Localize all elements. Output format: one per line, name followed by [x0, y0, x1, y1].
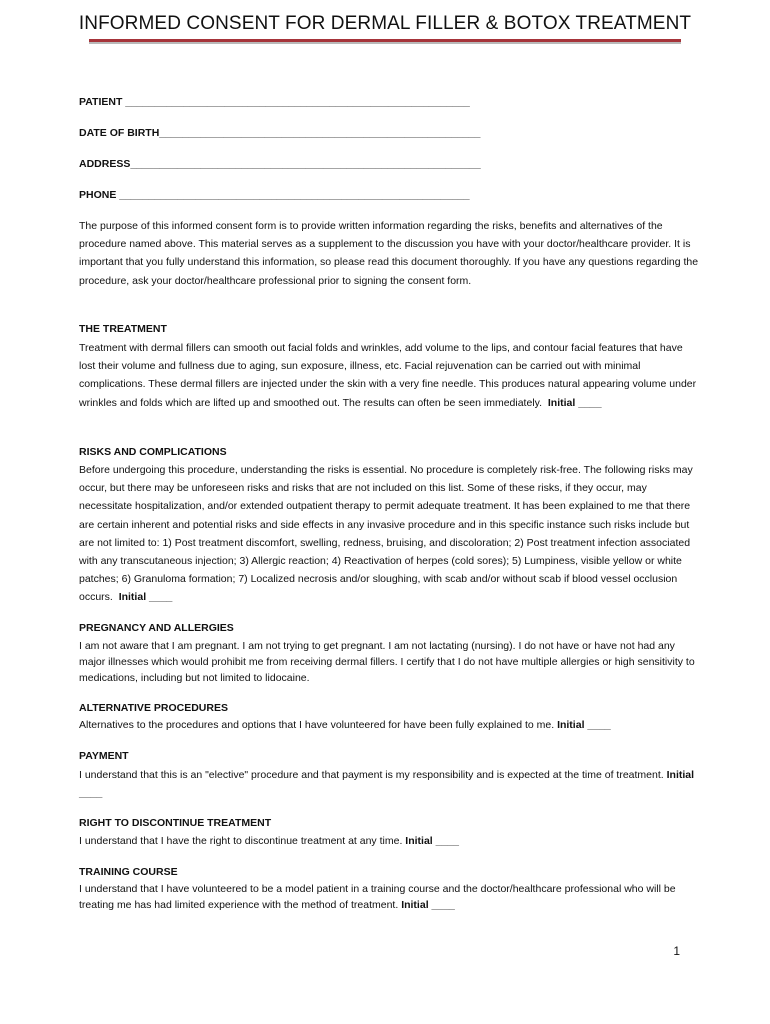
document-title: INFORMED CONSENT FOR DERMAL FILLER & BOTOX TREATMENT [78, 13, 692, 34]
payment-initial: Initial ____ [79, 769, 695, 800]
treatment-heading: THE TREATMENT [79, 323, 167, 335]
risks-initial: Initial ____ [118, 591, 173, 604]
alternative-text: Alternatives to the procedures and options that I have volunteered for have been fully explained to me. [79, 719, 555, 731]
pregnancy-paragraph: I am not aware that I am pregnant. I am not trying to get pregnant. I am not lactating (nursing). I do not have or have not had any major illnesses which would prohibit me from receiving dermal fillers. I certify that I do not have multiple allergies or high sensitivity to medications, including but not limited to lidocaine. [79, 640, 695, 685]
risks-paragraph [79, 461, 699, 607]
pregnancy-heading: PREGNANCY AND ALLERGIES [79, 622, 234, 634]
title-underline [89, 39, 681, 44]
page-number: 1 [673, 944, 680, 958]
treatment-text: Treatment with dermal fillers can smooth out facial folds and wrinkles, add volume to the lips, and contour facial features that have lost their volume and fullness due to aging, sun exposure, illness, etc. Facial rejuvenation can be carried out with minimal complications. These dermal fillers are injected under the skin with a very fine needle. This produces natural appearing volume under wrinkles and folds which are lifted up and smoothed out. The results can often be seen immediately. [79, 342, 697, 409]
intro-paragraph: The purpose of this informed consent form is to provide written information regarding the risks, benefits and alternatives of the procedure named above. This material serves as a supplement to the discussion you have with your doctor/healthcare provider. It is important that you fully understand this information, so please read this document thoroughly. If you have any questions regarding the procedure, ask your doctor/healthcare professional prior to signing the consent form. [79, 220, 699, 287]
payment-heading: PAYMENT [79, 750, 129, 762]
alternative-heading: ALTERNATIVE PROCEDURES [79, 702, 228, 714]
risks-heading: RISKS AND COMPLICATIONS [79, 446, 227, 458]
date-of-birth-field: DATE OF BIRTH_______________________________________________________ [79, 127, 481, 139]
address-field: ADDRESS____________________________________________________________ [79, 158, 481, 170]
patient-field: PATIENT ___________________________________________________________ [79, 96, 470, 108]
treatment-paragraph [79, 339, 699, 412]
discontinue-paragraph [79, 833, 699, 849]
alternative-paragraph [79, 717, 699, 733]
payment-paragraph [79, 766, 699, 802]
discontinue-heading: RIGHT TO DISCONTINUE TREATMENT [79, 817, 272, 829]
discontinue-text: I understand that I have the right to discontinue treatment at any time. [79, 835, 403, 847]
alternative-initial: Initial ____ [557, 719, 611, 731]
training-initial: Initial ____ [401, 899, 455, 912]
training-paragraph [79, 881, 699, 913]
payment-text: I understand that this is an "elective" procedure and that payment is my responsibility and is expected at the time of treatment. [79, 769, 664, 781]
phone-field: PHONE ____________________________________________________________ [79, 189, 470, 201]
risks-text: Before undergoing this procedure, understanding the risks is essential. No procedure is completely risk-free. The following risks may occur, but there may be unforeseen risks and risks that are not included on this list. Some of these risks, if they occur, may necessitate hospitalization, and/or extended outpatient therapy to permit adequate treatment. It has been explained to me that there are certain inherent and potential risks and side effects in any invasive procedure and in this specific instance such risks include but are not limited to: 1) Post treatment discomfort, swelling, redness, bruising, and discoloration; 2) Post treatment infection associated with any transcutaneous injection; 3) Allergic reaction; 4) Reactivation of herpes (cold sores); 5) Lumpiness, visible yellow or white patches; 6) Granuloma formation; 7) Localized necrosis and/or sloughing, with scab and/or without scab if blood vessel occlusion occurs. [79, 464, 693, 604]
training-text: I understand that I have volunteered to be a model patient in a training course and the doctor/healthcare professional who will be treating me has had limited experience with the method of treatment. [79, 883, 676, 912]
training-heading: TRAINING COURSE [79, 866, 178, 878]
treatment-initial: Initial ____ [547, 396, 602, 409]
discontinue-initial: Initial ____ [405, 835, 459, 847]
